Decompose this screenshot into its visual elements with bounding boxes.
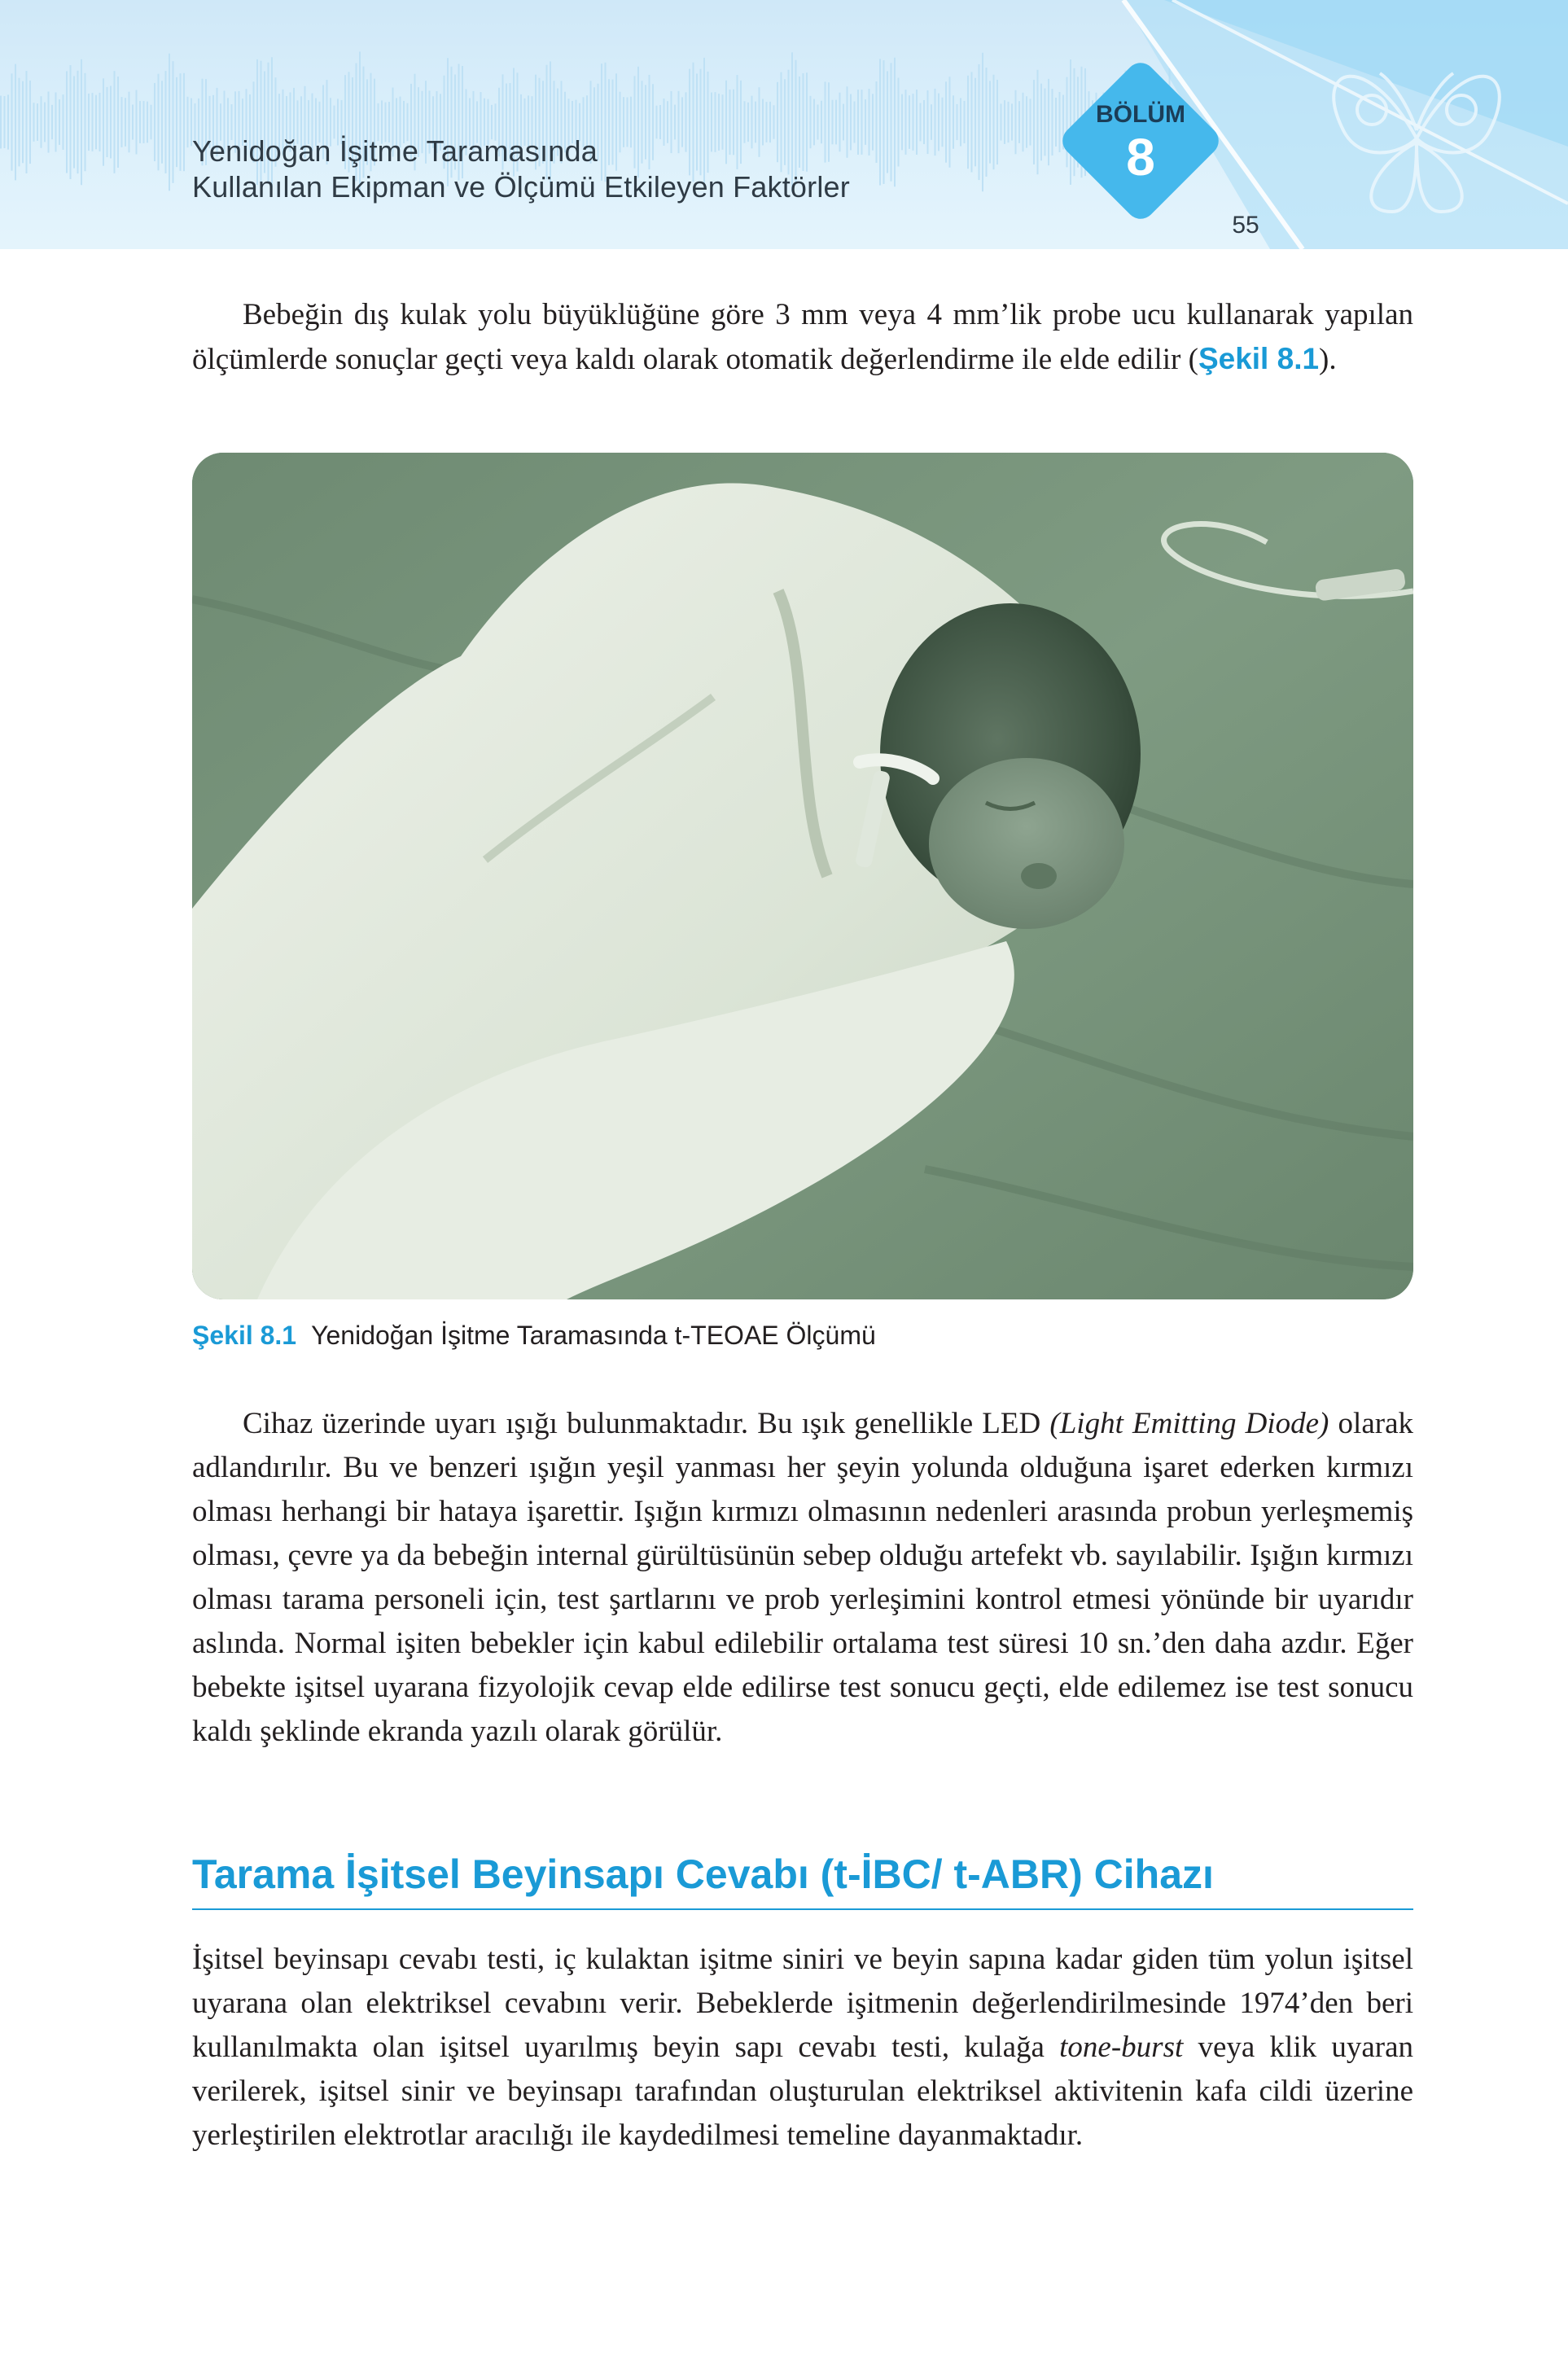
wave-bar [15,64,16,181]
wave-bar [967,76,969,169]
wave-bar [883,60,885,184]
wave-bar [88,94,90,151]
wave-bar [114,71,116,173]
abr-text-2: veya klik uyaran verilerek, işitsel sinir ve beyinsapı tarafından oluşturulan elektriksel aktivitenin kafa cildi üzerine yerleştirilen elektrotlar aracılığı ile kaydedilmesi temeline dayanmaktadır. [192,2031,1413,2152]
wave-bar [132,104,134,139]
figure-photo [192,453,1413,1299]
wave-bar [44,103,46,142]
wave-bar [173,61,174,183]
wave-bar [920,103,922,142]
wave-bar [151,105,152,140]
wave-bar [887,71,888,173]
section-heading: Tarama İşitsel Beyinsapı Cevabı (t-İBC/ t-ABR) Cihazı [192,1848,1413,1910]
wave-bar [85,73,86,171]
wave-bar [1015,90,1017,155]
wave-bar [971,72,973,172]
wave-bar [869,89,870,156]
led-text-1: Cihaz üzerinde uyarı ışığı bulunmaktadır. Bu ışık genellikle LED [243,1407,1050,1440]
wave-bar [894,58,896,187]
wave-bar [59,99,60,145]
figure-caption-text: Yenidoğan İşitme Taramasında t-TEOAE Ölçümü [311,1321,876,1350]
wave-bar [942,98,944,147]
wave-bar [913,94,914,151]
wave-bar [73,76,75,168]
wave-bar [70,65,72,179]
wave-bar [180,73,182,171]
wave-bar [1040,84,1042,161]
wave-bar [95,95,97,150]
wave-bar [139,101,141,143]
wave-bar [154,83,155,161]
wave-bar [960,98,961,146]
wave-bar [979,64,980,180]
wave-bar [938,94,939,151]
intro-text-end: ). [1319,343,1337,376]
abr-text-italic: tone-burst [1059,2031,1184,2064]
wave-bar [1037,70,1039,174]
wave-bar [1048,79,1049,165]
wave-bar [4,96,6,148]
running-title-line2: Kullanılan Ekipman ve Ölçümü Etkileyen Faktörler [192,170,850,204]
wave-bar [996,80,998,164]
wave-bar [1026,96,1027,147]
figure-reference-link[interactable]: Şekil 8.1 [1198,342,1320,375]
wave-bar [117,77,119,168]
wave-bar [129,92,130,153]
led-text-2: olarak adlandırılır. Bu ve benzeri ışığın yeşil yanması her şeyin yolunda olduğuna işaret ederken kırmızı olması herhangi bir hataya işarettir. Işığın kırmızı olmasının nedenleri arasında probun yerleşmemiş olması, çevre ya da bebeğin internal gürültüsünün sebep olduğu artefekt vb. sayılabilir. Işığın kırmızı olması tarama personeli için, test şartlarını ve prob yerleşimini kontrol etmesi yönünde bir uyarıdır aslında. Normal işiten bebekler için kabul edilebilir ortalama test süresi 10 sn.’den daha azdır. Eğer bebekte işitsel uyarana fizyolojik cevap elde edilirse test sonucu geçti, elde edilemez ise test sonucu kaldı şeklinde ekranda yazılı olarak görülür. [192,1407,1413,1748]
wave-bar [854,102,856,143]
wave-bar [909,95,910,149]
wave-bar [927,90,929,154]
wave-bar [1018,101,1020,143]
wave-bar [187,97,189,147]
wave-bar [19,78,20,167]
newborn-with-probe-photo-icon [192,453,1413,1299]
wave-bar [1001,103,1002,140]
wave-bar [158,74,160,171]
wave-bar [905,90,907,155]
wave-bar [26,71,28,173]
wave-bar [0,96,2,149]
wave-bar [66,71,68,173]
wave-bar [993,75,995,169]
wave-bar [916,90,918,155]
wave-bar [1045,89,1046,156]
wave-bar [37,103,38,141]
led-paragraph [192,1402,1413,1754]
wave-bar [986,68,988,177]
chapter-label: BÖLÜM [1096,101,1185,128]
wave-bar [11,73,13,170]
wave-bar [183,73,185,171]
wave-bar [949,77,951,168]
running-title-line1: Yenidoğan İşitme Taramasında [192,134,598,168]
wave-bar [125,98,126,146]
wave-bar [136,90,138,154]
wave-bar [1008,102,1010,142]
wave-bar [176,77,177,167]
wave-bar [161,81,163,163]
abr-paragraph [192,1938,1413,2158]
wave-bar [931,104,932,140]
figure-label: Şekil 8.1 [192,1321,297,1350]
wave-bar [1033,80,1035,164]
wave-bar [41,96,42,147]
wave-bar [879,59,881,185]
wave-bar [121,97,123,147]
wave-bar [77,71,79,173]
wave-bar [48,91,50,152]
wave-bar [865,99,866,145]
intro-paragraph [192,293,1413,382]
wave-bar [1023,93,1024,151]
chapter-number: 8 [1126,128,1155,186]
wave-bar [169,54,170,191]
led-text-italic: (Light Emitting Diode) [1049,1407,1329,1440]
page-header [0,0,1568,249]
wave-bar [953,95,954,148]
wave-bar [975,78,976,167]
running-title [192,134,850,205]
wave-bar [923,100,925,144]
wave-bar [33,103,35,142]
wave-bar [165,71,167,173]
wave-bar [850,94,852,151]
wave-bar [857,90,859,155]
wave-bar [898,77,900,166]
page-number: 55 [1232,212,1259,239]
butterfly-icon [1294,33,1539,236]
wave-bar [110,85,112,158]
wave-bar [143,101,145,143]
intro-text: Bebeğin dış kulak yolu büyüklüğüne göre 3 mm veya 4 mm’lik probe ucu kullanarak yapılan ölçümlerde sonuçlar geçti veya kaldı olarak otomatik değerlendirme ile elde edilir ( [192,298,1413,376]
wave-bar [989,81,991,163]
wave-bar [81,59,82,185]
wave-bar [63,94,64,150]
wave-bar [29,81,31,164]
wave-bar [935,89,936,156]
wave-bar [22,81,24,164]
wave-bar [51,105,53,139]
wave-bar [957,104,958,140]
wave-bar [7,94,9,149]
wave-bar [1004,100,1005,144]
wave-bar [99,93,101,151]
wave-bar [872,94,874,150]
wave-bar [945,81,947,162]
wave-bar [92,93,94,151]
wave-bar [1030,99,1031,145]
figure-caption [192,1319,1413,1352]
wave-bar [1011,103,1013,140]
wave-bar [107,87,108,157]
wave-bar [901,94,903,151]
wave-bar [891,63,892,181]
wave-bar [55,92,57,151]
abr-text-1: İşitsel beyinsapı cevabı testi, iç kulaktan işitme siniri ve beyin sapına kadar giden tüm yolun işitsel uyarana olan elektriksel cevabını verir. Bebeklerde işitmenin değerlendirilmesinde 1974’den beri kullanılmakta olan işitsel uyarılmış beyin sapı cevabı testi, kulağa [192,1943,1413,2064]
wave-bar [964,101,966,143]
wave-bar [876,81,878,163]
wave-bar [982,53,983,191]
wave-bar [147,102,148,143]
wave-bar [861,90,863,155]
wave-bar [103,78,104,165]
